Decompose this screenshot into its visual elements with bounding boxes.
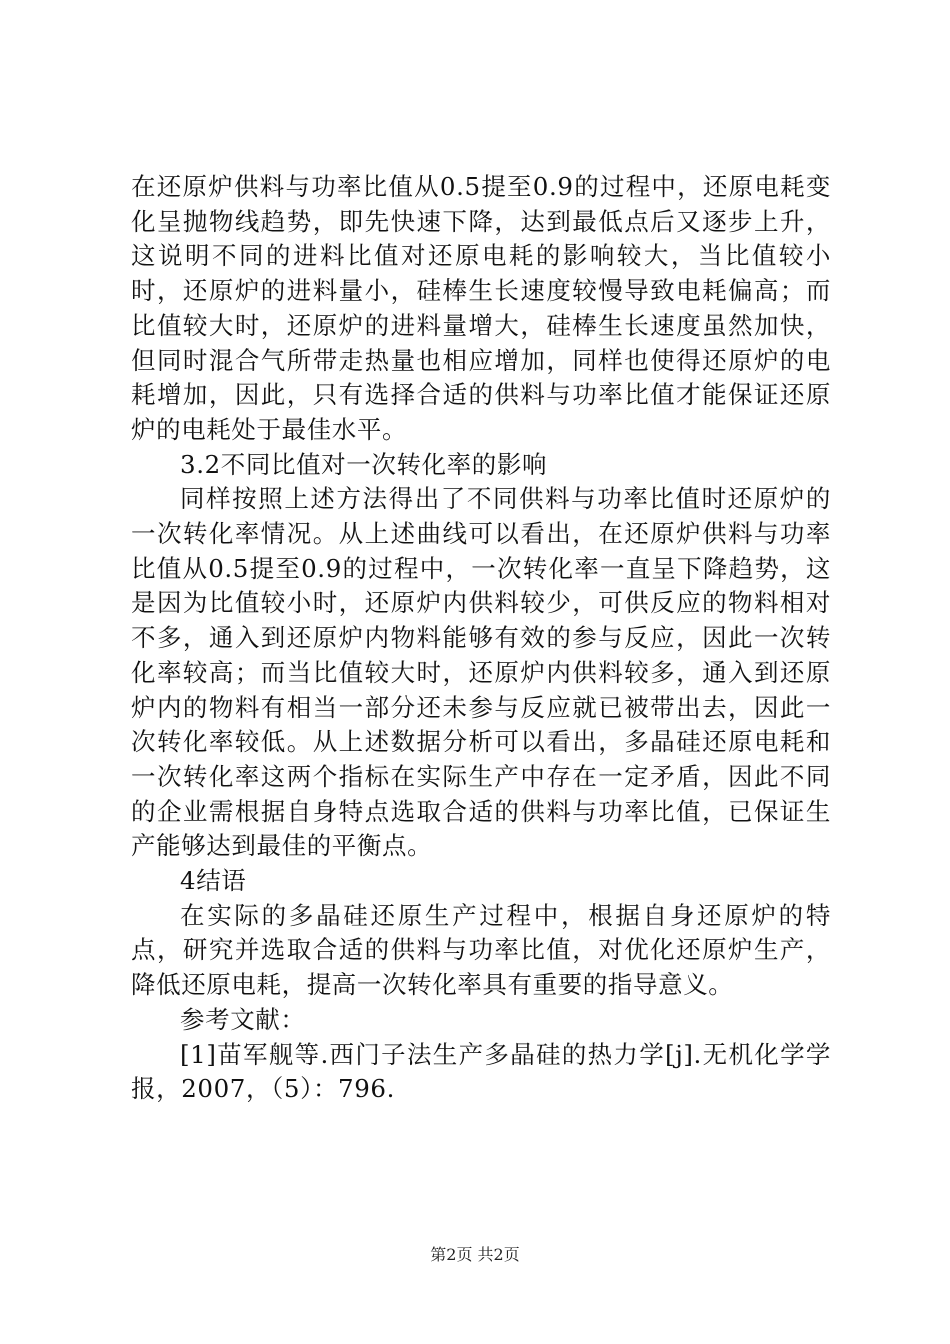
paragraph-reduction-power-consumption: 在还原炉供料与功率比值从0.5提至0.9的过程中，还原电耗变化呈抛物线趋势，即先快速下降，达到最低点后又逐步上升，这说明不同的进料比值对还原电耗的影响较大，当比值较小时，还原炉的进料量小，硅棒生长速度较慢导致电耗偏高；而比值较大时，还原炉的进料量增大，硅棒生长速度虽然加快，但同时混合气所带走热量也相应增加，同样也使得还原炉的电耗增加，因此，只有选择合适的供料与功率比值才能保证还原炉的电耗处于最佳水平。	[131, 172, 831, 444]
paragraph-conversion-rate: 同样按照上述方法得出了不同供料与功率比值时还原炉的一次转化率情况。从上述曲线可以看出，在还原炉供料与功率比值从0.5提至0.9的过程中，一次转化率一直呈下降趋势，这是因为比值较小时，还原炉内供料较少，可供反应的物料相对不多，通入到还原炉内物料能够有效的参与反应，因此一次转化率较高；而当比值较大时，还原炉内供料较多，通入到还原炉内的物料有相当一部分还未参与反应就已被带出去，因此一次转化率较低。从上述数据分析可以看出，多晶硅还原电耗和一次转化率这两个指标在实际生产中存在一定矛盾，因此不同的企业需根据自身特点选取合适的供料与功率比值，已保证生产能够达到最佳的平衡点。	[131, 484, 831, 861]
reference-item-1: [1]苗军舰等.西门子法生产多晶硅的热力学[j].无机化学学报，2007，（5）：796.	[131, 1039, 831, 1104]
section-heading-3-2: 3.2不同比值对一次转化率的影响	[180, 449, 548, 479]
section-heading-conclusion: 4结语	[180, 866, 247, 896]
paragraph-conclusion: 在实际的多晶硅还原生产过程中，根据自身还原炉的特点，研究并选取合适的供料与功率比值，对优化还原炉生产，降低还原电耗，提高一次转化率具有重要的指导意义。	[131, 900, 831, 1000]
references-heading: 参考文献：	[180, 1004, 306, 1034]
document-body	[131, 170, 831, 1107]
page-number-footer: 第2页 共2页	[430, 1245, 520, 1264]
